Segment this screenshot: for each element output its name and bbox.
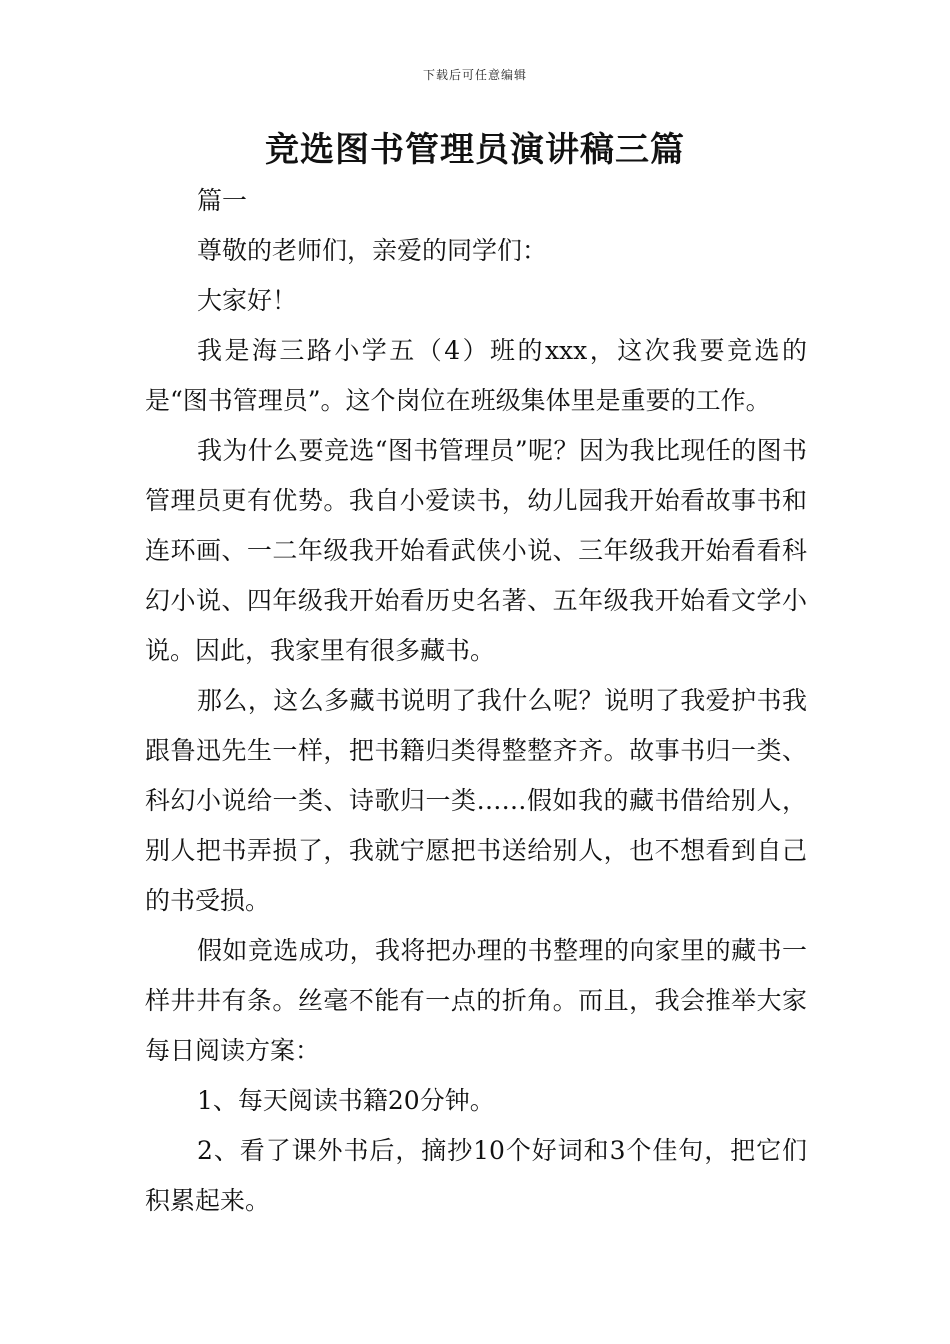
header-note: 下载后可任意编辑 bbox=[422, 68, 527, 82]
paragraph: 那么，这么多藏书说明了我什么呢？说明了我爱护书我跟鲁迅先生一样，把书籍归类得整整齐齐。故事书归一类、科幻小说给一类、诗歌归一类……假如我的藏书借给别人，别人把书弄损了，我就宁愿把书送给别人，也不想看到自己的书受损。 bbox=[145, 686, 807, 915]
section-label: 篇一 bbox=[197, 186, 248, 215]
greeting: 大家好！ bbox=[197, 286, 298, 315]
paragraph: 我是海三路小学五（4）班的xxx，这次我要竞选的是“图书管理员”。这个岗位在班级集体里是重要的工作。 bbox=[145, 336, 807, 415]
paragraph: 假如竞选成功，我将把办理的书整理的向家里的藏书一样井井有条。丝毫不能有一点的折角。而且，我会推举大家每日阅读方案： bbox=[145, 936, 807, 1065]
list-item: 2、看了课外书后，摘抄10个好词和3个佳句，把它们积累起来。 bbox=[145, 1136, 807, 1215]
list-item: 1、每天阅读书籍20分钟。 bbox=[197, 1086, 495, 1115]
salutation: 尊敬的老师们，亲爱的同学们： bbox=[197, 236, 548, 265]
document-body bbox=[145, 176, 807, 1226]
document-title: 竞选图书管理员演讲稿三篇 bbox=[265, 130, 685, 170]
paragraph: 我为什么要竞选“图书管理员”呢？因为我比现任的图书管理员更有优势。我自小爱读书，幼儿园我开始看故事书和连环画、一二年级我开始看武侠小说、三年级我开始看看科幻小说、四年级我开始看历史名著、五年级我开始看文学小说。因此，我家里有很多藏书。 bbox=[145, 436, 807, 665]
